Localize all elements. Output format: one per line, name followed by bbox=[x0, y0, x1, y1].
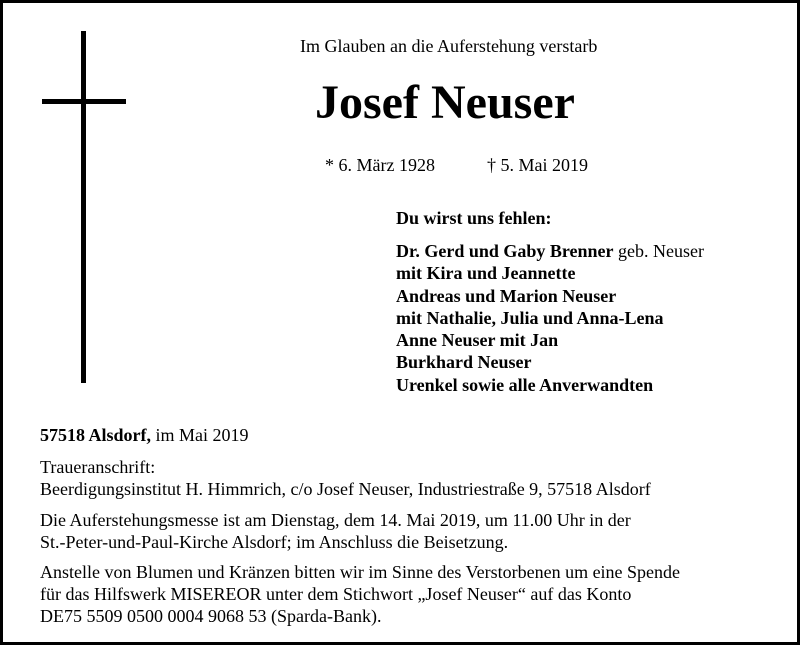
mourner-line: Dr. Gerd und Gaby Brenner geb. Neuser bbox=[396, 241, 704, 261]
closing-heading: Du wirst uns fehlen: bbox=[396, 208, 552, 228]
donation-info-line: für das Hilfswerk MISEREOR unter dem Stichwort „Josef Neuser“ auf das Konto bbox=[40, 584, 632, 604]
mourner-line: mit Kira und Jeannette bbox=[396, 263, 576, 284]
mourning-address: Beerdigungsinstitut H. Himmrich, c/o Josef Neuser, Industriestraße 9, 57518 Alsdorf bbox=[40, 479, 651, 499]
mass-info-line: Die Auferstehungsmesse ist am Dienstag, dem 14. Mai 2019, um 11.00 Uhr in der bbox=[40, 510, 631, 530]
cross-icon-horizontal bbox=[42, 99, 126, 104]
mourner-line: Urenkel sowie alle Anverwandten bbox=[396, 374, 654, 395]
mourner-line: Andreas und Marion Neuser bbox=[396, 285, 617, 306]
birth-date: * 6. März 1928 bbox=[325, 155, 435, 175]
mass-info-line: St.-Peter-und-Paul-Kirche Alsdorf; im Anschluss die Beisetzung. bbox=[40, 532, 509, 552]
place-date: 57518 Alsdorf, im Mai 2019 bbox=[40, 425, 249, 445]
cross-icon-vertical bbox=[81, 31, 86, 383]
intro-text: Im Glauben an die Auferstehung verstarb bbox=[300, 36, 598, 56]
deceased-name: Josef Neuser bbox=[315, 76, 575, 129]
address-label: Traueranschrift: bbox=[40, 457, 156, 477]
mourner-line: mit Nathalie, Julia und Anna-Lena bbox=[396, 307, 664, 328]
mourner-line: Burkhard Neuser bbox=[396, 352, 532, 373]
mourners-list bbox=[396, 240, 704, 396]
donation-info-line: Anstelle von Blumen und Kränzen bitten wir im Sinne des Verstorbenen um eine Spende bbox=[40, 562, 681, 582]
death-date: † 5. Mai 2019 bbox=[487, 155, 588, 175]
mourner-line: Anne Neuser mit Jan bbox=[396, 330, 559, 351]
donation-account: DE75 5509 0500 0004 9068 53 (Sparda-Bank). bbox=[40, 606, 382, 626]
